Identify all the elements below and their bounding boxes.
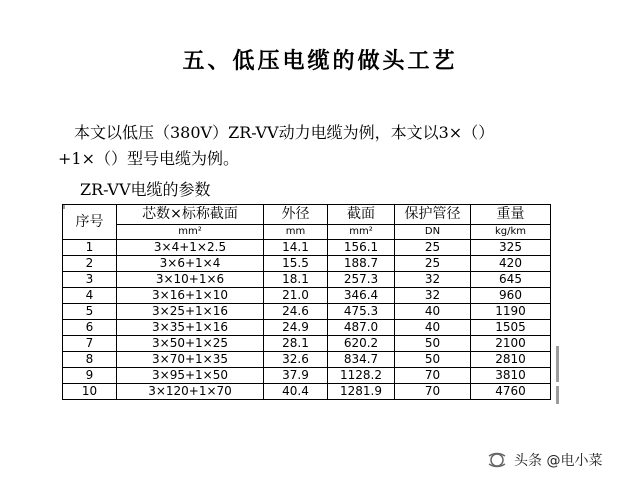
cell-conduit-size: 32	[395, 288, 471, 304]
header-outer-diameter: 外径	[264, 205, 328, 225]
unit-conduit-size: DN	[395, 225, 471, 240]
cell-cross-section: 834.7	[328, 352, 395, 368]
cell-seq: 3	[63, 272, 117, 288]
cell-seq: 4	[63, 288, 117, 304]
cell-outer-diameter: 24.6	[264, 304, 328, 320]
table-edge-mark	[556, 386, 559, 404]
cell-core-spec: 3×35+1×16	[117, 320, 264, 336]
cell-outer-diameter: 37.9	[264, 368, 328, 384]
cell-seq: 8	[63, 352, 117, 368]
cell-outer-diameter: 32.6	[264, 352, 328, 368]
cell-weight: 2810	[471, 352, 551, 368]
intro-paragraph	[58, 120, 618, 172]
header-cross-section: 截面	[328, 205, 395, 225]
cell-outer-diameter: 24.9	[264, 320, 328, 336]
table-row	[63, 240, 551, 256]
cell-cross-section: 188.7	[328, 256, 395, 272]
cell-core-spec: 3×50+1×25	[117, 336, 264, 352]
cell-seq: 9	[63, 368, 117, 384]
cell-weight: 4760	[471, 384, 551, 400]
cell-seq: 1	[63, 240, 117, 256]
cell-outer-diameter: 14.1	[264, 240, 328, 256]
cell-core-spec: 3×95+1×50	[117, 368, 264, 384]
cell-weight: 3810	[471, 368, 551, 384]
cell-core-spec: 3×4+1×2.5	[117, 240, 264, 256]
cell-cross-section: 156.1	[328, 240, 395, 256]
cell-conduit-size: 40	[395, 304, 471, 320]
header-core-spec: 芯数×标称截面	[117, 205, 264, 225]
cell-conduit-size: 40	[395, 320, 471, 336]
table-row	[63, 256, 551, 272]
cell-cross-section: 487.0	[328, 320, 395, 336]
cell-outer-diameter: 21.0	[264, 288, 328, 304]
cell-conduit-size: 25	[395, 256, 471, 272]
table-row	[63, 288, 551, 304]
cell-weight: 645	[471, 272, 551, 288]
cell-outer-diameter: 28.1	[264, 336, 328, 352]
cell-conduit-size: 70	[395, 384, 471, 400]
cell-conduit-size: 70	[395, 368, 471, 384]
unit-outer-diameter: mm	[264, 225, 328, 240]
cell-weight: 325	[471, 240, 551, 256]
unit-cross-section: mm²	[328, 225, 395, 240]
table-row	[63, 352, 551, 368]
cell-weight: 1190	[471, 304, 551, 320]
intro-line-2: +1×（）型号电缆为例。	[58, 149, 239, 168]
cell-seq: 7	[63, 336, 117, 352]
unit-core-spec: mm²	[117, 225, 264, 240]
cell-weight: 420	[471, 256, 551, 272]
cable-parameter-table-wrapper	[62, 204, 551, 400]
cell-cross-section: 257.3	[328, 272, 395, 288]
table-header-row	[63, 205, 551, 225]
table-row	[63, 272, 551, 288]
cell-cross-section: 1281.9	[328, 384, 395, 400]
cell-cross-section: 620.2	[328, 336, 395, 352]
cell-outer-diameter: 15.5	[264, 256, 328, 272]
cell-weight: 960	[471, 288, 551, 304]
header-weight: 重量	[471, 205, 551, 225]
table-row	[63, 384, 551, 400]
watermark-text: 头条 @电小菜	[514, 453, 603, 469]
cell-core-spec: 3×70+1×35	[117, 352, 264, 368]
cell-core-spec: 3×25+1×16	[117, 304, 264, 320]
table-edge-mark	[556, 346, 559, 382]
watermark	[486, 450, 602, 470]
cell-cross-section: 475.3	[328, 304, 395, 320]
table-body	[63, 240, 551, 400]
table-caption: ZR-VV电缆的参数	[80, 180, 211, 199]
cell-core-spec: 3×120+1×70	[117, 384, 264, 400]
table-row	[63, 336, 551, 352]
cell-outer-diameter: 18.1	[264, 272, 328, 288]
header-seq: 序号	[63, 205, 117, 240]
cell-seq: 5	[63, 304, 117, 320]
cell-conduit-size: 50	[395, 352, 471, 368]
cell-core-spec: 3×6+1×4	[117, 256, 264, 272]
intro-line-1: 本文以低压（380V）ZR-VV动力电缆为例，本文以3×（）	[74, 123, 495, 142]
cell-seq: 2	[63, 256, 117, 272]
toutiao-logo-icon	[486, 452, 508, 468]
cell-conduit-size: 25	[395, 240, 471, 256]
cable-parameter-table	[62, 204, 551, 400]
cell-outer-diameter: 40.4	[264, 384, 328, 400]
cell-cross-section: 1128.2	[328, 368, 395, 384]
cell-conduit-size: 50	[395, 336, 471, 352]
table-unit-row	[63, 225, 551, 240]
cell-seq: 10	[63, 384, 117, 400]
table-row	[63, 368, 551, 384]
table-row	[63, 304, 551, 320]
cell-weight: 1505	[471, 320, 551, 336]
cell-weight: 2100	[471, 336, 551, 352]
cell-conduit-size: 32	[395, 272, 471, 288]
header-conduit-size: 保护管径	[395, 205, 471, 225]
table-row	[63, 320, 551, 336]
page-title: 五、低压电缆的做头工艺	[182, 48, 458, 74]
unit-weight: kg/km	[471, 225, 551, 240]
cell-seq: 6	[63, 320, 117, 336]
cell-cross-section: 346.4	[328, 288, 395, 304]
cell-core-spec: 3×10+1×6	[117, 272, 264, 288]
cell-core-spec: 3×16+1×10	[117, 288, 264, 304]
